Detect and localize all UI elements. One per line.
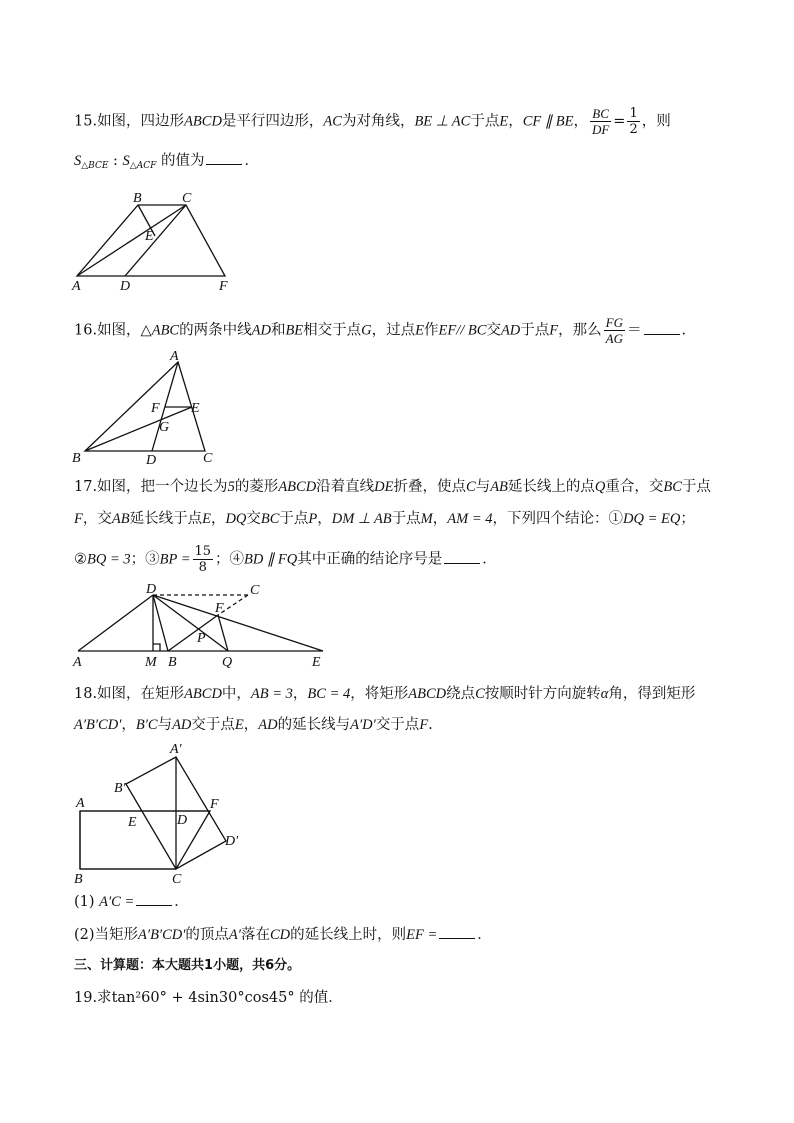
q18-label-d-prime: D′ [225,834,239,849]
q15-line1: 15.如图，四边形ABCD是平行四边形，AC为对角线，BE ⊥ AC于点E，CF ∥ BE， $\frac{BC}{DF}$ = $\frac{1}{2}$ ，则 [74,106,671,137]
q17-label-f: F [215,601,224,616]
q17-label-m: M [145,655,157,670]
q19-line: 19.求tan²60° + 4sin30°cos45° 的值． [74,990,343,1006]
q17-label-a: A [73,655,82,670]
q17-label-q: Q [222,655,233,670]
q16-label-d: D [146,453,157,468]
q18-line1: 18.如图，在矩形ABCD中，AB = 3，BC = 4，将矩形ABCD绕点C按顺时针方向旋转α角，得到矩形 [74,686,696,702]
q17-label-c: C [250,583,260,598]
q16-label-b: B [72,451,81,466]
q18-label-c: C [172,872,182,887]
q15-label-e: E [145,229,154,244]
q17-line1: 17.如图，把一个边长为5的菱形ABCD沿着直线DE折叠，使点C与AB延长线上的点Q重合，交BC于点 [74,479,711,495]
q18-part1: (1) A′C = ． [74,891,189,912]
q17-label-e: E [312,655,321,670]
q16-label-f: F [151,401,160,416]
q15-line2: $S_{\triangle BCE}$ : $S_{\triangle ACF}$ 的值为 ． [74,150,259,176]
q17-label-p: P [197,631,206,646]
q17-fraction-15-8: $\frac{15}{8}$ [194,544,212,575]
q16-label-c: C [203,451,213,466]
q15-label-a: A [72,279,81,294]
q15-label-d: D [120,279,131,294]
q17-label-d: D [146,582,157,597]
q15-fraction-half: $\frac{1}{2}$ [629,106,638,137]
q15-label-f: F [219,279,228,294]
section-3-heading: 三、计算题：本大题共1小题，共6分。 [74,958,301,973]
q18-line2: A′B′CD′，B′C与AD交于点E，AD的延长线与A′D′交于点F. [74,717,433,733]
q16-label-g: G [159,420,170,435]
q16-label-e: E [191,401,200,416]
q18-label-d: D [177,813,188,828]
q18-label-e: E [128,815,137,830]
q15-fraction-bc-df: $\frac{BC}{DF}$ [591,106,610,137]
q15-label-c: C [182,191,192,206]
q18-part2: (2)当矩形A′B′CD′的顶点A′落在CD的延长线上时，则EF = ． [74,924,492,945]
q18-label-b-prime: B′ [114,781,126,796]
q18-label-f: F [210,797,219,812]
q18-part2-blank [439,924,475,939]
q17-line2: F，交AB延长线于点E，DQ交BC于点P，DM ⊥ AB于点M，AM = 4，下列四个结论：①DQ = EQ； [74,511,695,527]
q16-label-a: A [170,349,179,364]
q18-part1-blank [136,891,172,906]
q15-label-b: B [133,191,142,206]
q17-line3: ②BQ = 3；③BP = $\frac{15}{8}$ ；④BD ∥ FQ其中正确的结论序号是 ． [74,544,497,575]
q17-label-b: B [168,655,177,670]
q16-fraction-fg-ag: $\frac{FG}{AG}$ [605,315,623,346]
q18-label-b: B [74,872,83,887]
q18-label-a: A [76,796,85,811]
q16-line1: 16.如图，△ABC的两条中线AD和BE相交于点G，过点E作EF// BC交AD于点F，那么 $\frac{FG}{AG}$ ＝ ． [74,315,696,346]
q18-label-a-prime: A′ [170,742,182,757]
